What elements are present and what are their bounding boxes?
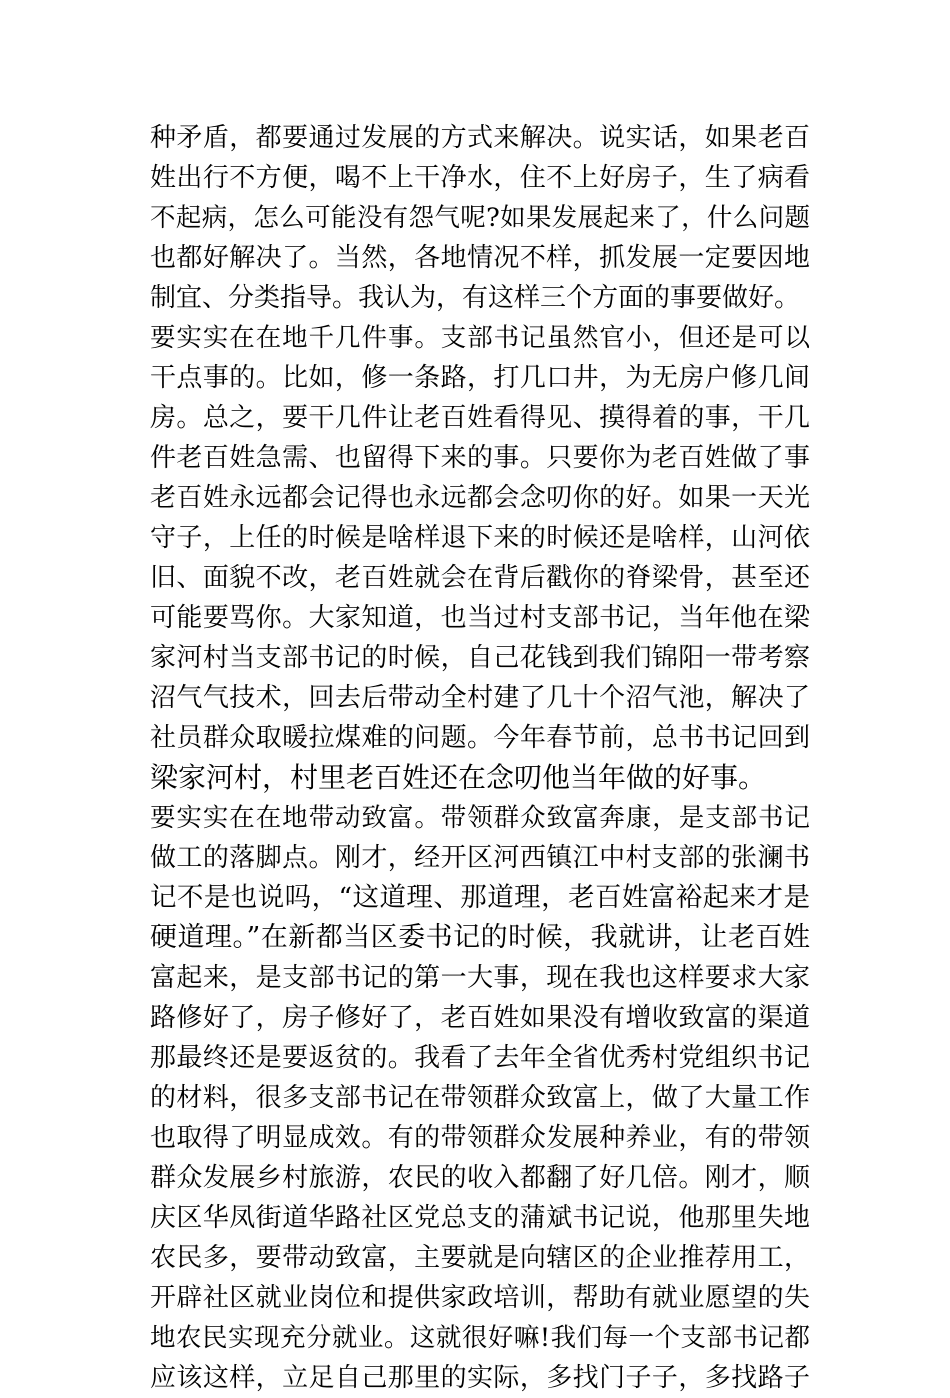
text-line: 的材料，很多支部书记在带领群众致富上，做了大量工作: [150, 1083, 810, 1113]
text-line: 家河村当支部书记的时候，自己花钱到我们锦阳一带考察: [150, 643, 810, 673]
text-line: 要实实在在地千几件事。支部书记虽然官小，但还是可以: [150, 323, 810, 353]
text-line: 庆区华凤街道华路社区党总支的蒲斌书记说，他那里失地: [150, 1203, 810, 1233]
text-line: 富起来，是支部书记的第一大事，现在我也这样要求大家: [150, 963, 810, 993]
text-line: 制宜、分类指导。我认为，有这样三个方面的事要做好。: [150, 283, 801, 313]
text-line: 群众发展乡村旅游，农民的收入都翻了好几倍。刚才，顺: [150, 1163, 810, 1193]
text-line: 梁家河村，村里老百姓还在念叨他当年做的好事。: [150, 761, 767, 794]
text-line: 路修好了，房子修好了，老百姓如果没有增收致富的渠道: [150, 1003, 810, 1033]
text-line: 干点事的。比如，修一条路，打几口井，为无房户修几间: [150, 363, 810, 393]
text-line: 开辟社区就业岗位和提供家政培训，帮助有就业愿望的失: [150, 1283, 810, 1313]
text-line: 那最终还是要返贫的。我看了去年全省优秀村党组织书记: [150, 1043, 810, 1073]
text-line: 记不是也说吗，“这道理、那道理，老百姓富裕起来才是: [150, 882, 810, 913]
text-line: 农民多，要带动致富，主要就是向辖区的企业推荐用工，: [150, 1243, 810, 1273]
text-line: 沼气气技术，回去后带动全村建了几十个沼气池，解决了: [150, 683, 810, 713]
text-line: 不起病，怎么可能没有怨气呢?如果发展起来了，什么问题: [150, 203, 810, 233]
text-line: 社员群众取暖拉煤难的问题。今年春节前，总书书记回到: [150, 723, 810, 753]
text-line: 姓出行不方便，喝不上干净水，住不上好房子，生了病看: [150, 163, 810, 193]
text-line: 应该这样，立足自己那里的实际，多找门子子，多找路子: [150, 1363, 810, 1393]
text-line: 要实实在在地带动致富。带领群众致富奔康，是支部书记: [150, 803, 810, 833]
text-line: 件老百姓急需、也留得下来的事。只要你为老百姓做了事: [150, 443, 810, 473]
text-line: 房。总之，要干几件让老百姓看得见、摸得着的事，干几: [150, 403, 810, 433]
text-line: 也都好解决了。当然，各地情况不样，抓发展一定要因地: [150, 243, 810, 273]
body-text: [150, 118, 810, 1398]
text-line: 硬道理。”在新都当区委书记的时候，我就讲，让老百姓: [150, 922, 810, 953]
text-line: 地农民实现充分就业。这就很好嘛!我们每一个支部书记都: [150, 1323, 810, 1353]
text-line: 旧、面貌不改，老百姓就会在背后戳你的脊梁骨，甚至还: [150, 563, 810, 593]
text-line: 可能要骂你。大家知道，也当过村支部书记，当年他在梁: [150, 603, 810, 633]
text-line: 也取得了明显成效。有的带领群众发展种养业，有的带领: [150, 1123, 810, 1153]
text-line: 种矛盾，都要通过发展的方式来解决。说实话，如果老百: [150, 123, 810, 153]
text-line: 做工的落脚点。刚才，经开区河西镇江中村支部的张澜书: [150, 843, 810, 873]
text-line: 守子，上任的时候是啥样退下来的时候还是啥样，山河依: [150, 523, 810, 553]
text-line: 老百姓永远都会记得也永远都会念叨你的好。如果一天光: [150, 483, 810, 513]
